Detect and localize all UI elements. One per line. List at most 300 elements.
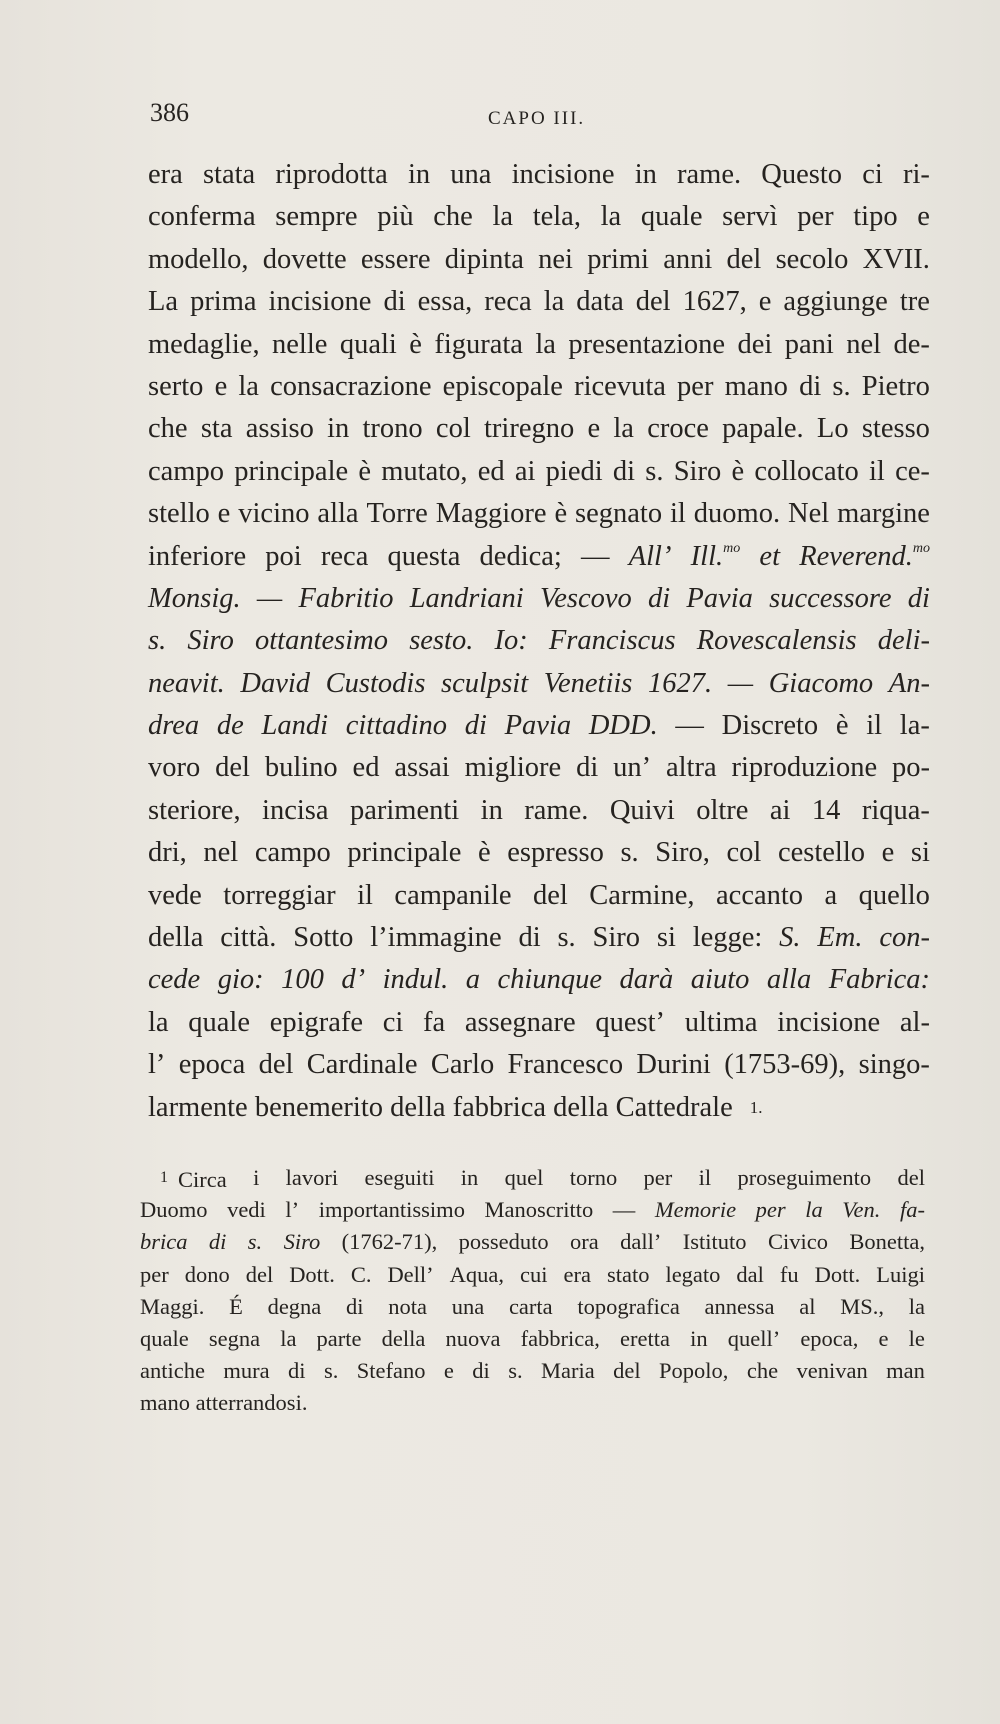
- word: Cardinale: [306, 1049, 418, 1081]
- word: ce-: [895, 455, 930, 487]
- word: XVII.: [862, 243, 930, 275]
- word: carta: [508, 1293, 553, 1319]
- word: di: [346, 1293, 364, 1319]
- word: Duomo: [140, 1197, 208, 1223]
- word: con-: [879, 922, 930, 954]
- word: Discreto: [721, 710, 819, 742]
- word: s.: [620, 837, 639, 869]
- word: è: [731, 455, 745, 487]
- text-line: [148, 1044, 930, 1086]
- text-line: [148, 620, 930, 662]
- word: la: [600, 201, 622, 233]
- word: dri,: [148, 837, 187, 869]
- word: Luigi: [876, 1261, 925, 1287]
- text-line: [148, 196, 930, 238]
- word: la: [280, 1325, 297, 1351]
- word: Dell’: [387, 1261, 434, 1287]
- word: Ven.: [842, 1197, 881, 1223]
- word: Carmine,: [589, 879, 695, 911]
- word: di: [907, 582, 930, 614]
- word: s.: [508, 1358, 523, 1384]
- word: fa: [423, 1006, 446, 1038]
- text-line: [148, 832, 930, 874]
- word: oltre: [696, 794, 749, 826]
- word: darà: [619, 964, 674, 996]
- word: David: [240, 667, 311, 699]
- word: di: [576, 752, 599, 784]
- word: papale.: [722, 413, 804, 445]
- word: Venetiis: [543, 667, 633, 699]
- word: DDD.: [588, 710, 658, 742]
- word: essere: [360, 243, 431, 275]
- word: La: [148, 286, 179, 318]
- word: epoca,: [800, 1325, 859, 1351]
- word: data: [576, 286, 624, 318]
- word: il: [869, 455, 885, 487]
- word: legato: [665, 1261, 721, 1287]
- word: bulino: [264, 752, 338, 784]
- word: Dott.: [289, 1261, 335, 1287]
- footnote-line: [140, 1291, 925, 1323]
- word: l’: [148, 1049, 166, 1081]
- word: Durini: [636, 1049, 711, 1081]
- word: città.: [220, 922, 277, 954]
- word: brica: [140, 1229, 188, 1255]
- word: i: [253, 1165, 260, 1190]
- footnote-line: [140, 1259, 925, 1291]
- word: nel: [846, 328, 882, 360]
- word: Popolo,: [659, 1358, 729, 1384]
- word: triregno: [484, 413, 575, 445]
- word: a: [824, 879, 838, 911]
- word: quell’: [727, 1325, 781, 1351]
- word: sempre: [275, 201, 358, 233]
- text-line: [148, 578, 930, 620]
- text-line: [148, 408, 930, 450]
- word: e: [217, 498, 231, 530]
- word: ci: [382, 1006, 404, 1038]
- word: ultima: [684, 1006, 758, 1038]
- word: di: [383, 286, 406, 318]
- word: quale: [640, 201, 703, 233]
- word: figurata: [434, 328, 523, 360]
- word: incisione: [777, 1006, 881, 1038]
- word: del: [533, 879, 568, 911]
- word: s.: [645, 455, 664, 487]
- word: episcopale: [442, 370, 563, 402]
- word: stello: [148, 498, 210, 530]
- word: primi: [587, 243, 649, 275]
- word: della: [148, 922, 204, 954]
- word: ed: [352, 752, 380, 784]
- text-line: [148, 917, 930, 959]
- word: Monsig.: [148, 582, 241, 614]
- word: nota: [388, 1293, 427, 1319]
- word: Ill.: [690, 540, 724, 572]
- word: Aqua,: [449, 1261, 505, 1287]
- word: segna: [208, 1325, 261, 1351]
- word: e: [443, 1358, 454, 1384]
- text-line: [148, 493, 930, 535]
- word: l’: [285, 1197, 300, 1223]
- word: vicino: [238, 498, 310, 530]
- word: la: [805, 1197, 823, 1223]
- word: s.: [323, 1358, 339, 1384]
- footnote: [140, 1162, 925, 1420]
- word: campo: [148, 455, 224, 487]
- superscript: mo: [912, 540, 930, 556]
- word: fu: [779, 1261, 799, 1287]
- text-line: [148, 451, 930, 493]
- word: accanto: [716, 879, 804, 911]
- word: —: [727, 667, 754, 699]
- word: assiso: [245, 413, 314, 445]
- word: Pavia: [686, 582, 753, 614]
- text-line: [148, 324, 930, 366]
- word: un’: [613, 752, 652, 784]
- word: Em.: [817, 922, 863, 954]
- word: la: [543, 286, 565, 318]
- word: inferiore: [148, 540, 247, 572]
- word: rame.: [677, 159, 742, 190]
- word: Maggi.: [140, 1293, 205, 1319]
- word: Questo: [761, 159, 843, 190]
- word: Siro: [187, 625, 234, 657]
- word: annessa: [704, 1293, 775, 1319]
- word: di: [208, 1229, 227, 1255]
- word: Landi: [261, 710, 329, 742]
- word: Francesco: [507, 1049, 624, 1081]
- word: secolo: [775, 243, 849, 275]
- footnote-marker: 1: [160, 1169, 168, 1186]
- word: Circa: [178, 1167, 227, 1192]
- word: ri-: [902, 159, 930, 190]
- word: torno: [569, 1165, 618, 1190]
- footnote-line: [140, 1387, 925, 1419]
- word: presentazione: [568, 328, 726, 360]
- word: più: [377, 201, 414, 233]
- word-with-superscript: [799, 536, 930, 578]
- word: —: [581, 540, 610, 572]
- word: posseduto: [458, 1229, 549, 1255]
- word: medaglie,: [148, 328, 260, 360]
- word: torreggiar: [223, 879, 336, 911]
- word: riprodotta: [275, 159, 388, 190]
- word: questa: [387, 540, 461, 572]
- word: dal: [736, 1261, 764, 1287]
- word: Siro: [592, 922, 641, 954]
- word: la: [908, 1293, 925, 1319]
- word: eretta: [620, 1325, 670, 1351]
- word: mutato,: [381, 455, 468, 487]
- word: Fabritio: [298, 582, 394, 614]
- word: Dott.: [814, 1261, 861, 1287]
- word: Io:: [494, 625, 528, 657]
- word: topografica: [577, 1293, 680, 1319]
- word: Sotto: [293, 922, 354, 954]
- word: Bonetta,: [849, 1229, 925, 1255]
- word: (1753-69),: [724, 1049, 846, 1081]
- word: steriore,: [148, 794, 241, 826]
- word: C.: [350, 1261, 372, 1287]
- word: che: [433, 201, 473, 233]
- word: è: [554, 498, 568, 530]
- word: altra: [665, 752, 717, 784]
- word: in: [634, 159, 657, 190]
- word: Maria: [541, 1358, 595, 1384]
- word: quale: [140, 1325, 189, 1351]
- word: di: [288, 1358, 306, 1384]
- word: sta: [200, 413, 233, 445]
- word: riqua-: [861, 794, 930, 826]
- word: di: [464, 710, 487, 742]
- word: la: [148, 1006, 169, 1038]
- word: Siro: [673, 455, 722, 487]
- word: dei: [737, 328, 773, 360]
- word: stesso: [861, 413, 930, 445]
- word: stato: [606, 1261, 650, 1287]
- word: si: [910, 837, 930, 869]
- word: e: [214, 370, 228, 402]
- word: vede: [148, 879, 202, 911]
- word: che: [148, 413, 188, 445]
- word: assegnare: [464, 1006, 576, 1038]
- word: della: [381, 1325, 426, 1351]
- word: Pavia: [504, 710, 572, 742]
- word: si: [656, 922, 676, 954]
- word: in: [480, 794, 503, 826]
- word: 100: [281, 964, 324, 996]
- word: sculpsit: [441, 667, 529, 699]
- text-line: [148, 154, 930, 196]
- word: rame.: [524, 794, 589, 826]
- word: la-: [899, 710, 930, 742]
- text-line: [148, 663, 930, 705]
- word: ai: [514, 455, 536, 487]
- word: di: [472, 1358, 490, 1384]
- word: S.: [779, 922, 801, 954]
- word: successore: [769, 582, 892, 614]
- word: e: [881, 837, 895, 869]
- word: duomo.: [693, 498, 781, 530]
- word: stata: [202, 159, 256, 190]
- word: Stefano: [356, 1358, 426, 1384]
- word: dipinta: [444, 243, 524, 275]
- text-line: [148, 239, 930, 281]
- word: del: [613, 1358, 641, 1384]
- word: All’: [628, 540, 672, 572]
- word: singo-: [858, 1049, 930, 1081]
- last-line-text: larmente benemerito della fabbrica della Cattedrale: [148, 1091, 733, 1123]
- text-line: [148, 1087, 930, 1129]
- word: dono: [184, 1261, 230, 1287]
- word: ora: [570, 1229, 599, 1255]
- word: la: [535, 328, 556, 360]
- word: 1627.: [648, 667, 713, 699]
- word: espresso: [507, 837, 604, 869]
- word: sesto.: [409, 625, 474, 657]
- word: Lo: [816, 413, 849, 445]
- word: segnato: [575, 498, 663, 530]
- word: proseguimento: [737, 1165, 872, 1190]
- word: in: [407, 159, 431, 190]
- page-number: 386: [150, 98, 189, 127]
- word: antiche: [140, 1358, 205, 1384]
- word: poi: [265, 540, 302, 572]
- word: riproduzione: [731, 752, 878, 784]
- word: l’immagine: [370, 922, 502, 954]
- word: piedi: [545, 455, 603, 487]
- word: epoca: [178, 1049, 246, 1081]
- word: MS.,: [840, 1293, 884, 1319]
- word: la: [613, 413, 634, 445]
- text-line: [148, 1002, 930, 1044]
- word: nuova: [445, 1325, 501, 1351]
- text-line: [148, 536, 930, 578]
- word: incisione: [268, 286, 372, 318]
- word: Franciscus: [548, 625, 676, 657]
- word: del: [726, 243, 762, 275]
- word: 1627,: [682, 286, 747, 318]
- word: degna: [267, 1293, 322, 1319]
- word: incisione: [511, 159, 615, 190]
- word: assai: [394, 752, 450, 784]
- word: nei: [538, 243, 573, 275]
- word: —: [612, 1197, 636, 1223]
- word: campo: [254, 837, 331, 869]
- word: prima: [190, 286, 257, 318]
- word: epigrafe: [269, 1006, 364, 1038]
- word: trono: [362, 413, 423, 445]
- word: Torre: [366, 498, 428, 530]
- word: a: [465, 964, 481, 996]
- word: quale: [188, 1006, 250, 1038]
- footnote-line: [140, 1355, 925, 1387]
- word: una: [451, 1293, 485, 1319]
- word: importantissimo: [318, 1197, 465, 1223]
- word: conferma: [148, 201, 256, 233]
- word: quello: [858, 879, 930, 911]
- main-text: [148, 154, 930, 1129]
- word: 14: [811, 794, 841, 826]
- word: principale: [347, 837, 462, 869]
- word: è: [835, 710, 849, 742]
- word: eseguiti: [364, 1165, 435, 1190]
- word: Siro,: [655, 837, 710, 869]
- word: Civico: [767, 1229, 828, 1255]
- word: migliore: [464, 752, 562, 784]
- word: alla: [766, 964, 812, 996]
- word: di: [799, 370, 822, 402]
- word: Carlo: [430, 1049, 495, 1081]
- text-line: [148, 875, 930, 917]
- word: è: [409, 328, 422, 360]
- word: quali: [339, 328, 397, 360]
- word: dedica;: [479, 540, 562, 572]
- text-line: [148, 366, 930, 408]
- footnote-line: [140, 1323, 925, 1355]
- word: d’: [341, 964, 366, 996]
- text-line: [148, 790, 930, 832]
- word: consacrazione: [270, 370, 432, 402]
- footnote-line: [140, 1226, 925, 1258]
- word: Rovescalensis: [696, 625, 857, 657]
- word: il: [357, 879, 373, 911]
- footnote-last-line: mano atterrandosi.: [140, 1390, 308, 1416]
- word: modello,: [148, 243, 249, 275]
- word: al: [799, 1293, 816, 1319]
- word: legge:: [692, 922, 763, 954]
- word: quel: [504, 1165, 544, 1190]
- word: del: [258, 1049, 294, 1081]
- word: Manoscritto: [484, 1197, 594, 1223]
- word: nel: [203, 837, 239, 869]
- word: Siro: [283, 1229, 321, 1255]
- word: e: [587, 413, 601, 445]
- word: neavit.: [148, 667, 225, 699]
- word-with-superscript: [691, 536, 741, 578]
- word: Custodis: [325, 667, 426, 699]
- word: il: [670, 498, 686, 530]
- word: che: [746, 1358, 779, 1384]
- word: mura: [223, 1358, 270, 1384]
- word: col: [435, 413, 471, 445]
- word: parimenti: [349, 794, 460, 826]
- word: del: [635, 286, 671, 318]
- word: cede: [148, 964, 201, 996]
- superscript: mo: [723, 540, 741, 556]
- word: gio:: [217, 964, 264, 996]
- word: di: [647, 582, 671, 614]
- word: indul.: [382, 964, 449, 996]
- word: croce: [647, 413, 709, 445]
- word: margine: [837, 498, 930, 530]
- word: per: [797, 201, 834, 233]
- word: Pietro: [861, 370, 930, 402]
- text-line: [148, 705, 930, 747]
- word: anni: [663, 243, 713, 275]
- word: in: [690, 1325, 708, 1351]
- word: e: [917, 201, 930, 233]
- word: Fabrica:: [828, 964, 930, 996]
- word: vedi: [227, 1197, 266, 1223]
- word: la: [238, 370, 259, 402]
- word: dall’: [620, 1229, 662, 1255]
- word: col: [726, 837, 762, 869]
- word: e: [878, 1325, 889, 1351]
- word: po-: [892, 752, 930, 784]
- word: An-: [888, 667, 930, 699]
- word: cestello: [777, 837, 865, 869]
- word: serto: [148, 370, 204, 402]
- word: servì: [722, 201, 778, 233]
- word: pani: [784, 328, 834, 360]
- word: s.: [247, 1229, 263, 1255]
- word: per: [643, 1165, 673, 1190]
- word: la: [492, 201, 514, 233]
- word: principale: [234, 455, 349, 487]
- word: il: [698, 1165, 712, 1190]
- word: mano: [724, 370, 788, 402]
- word: drea: [148, 710, 200, 742]
- word: Maggiore: [435, 498, 547, 530]
- word: alla: [317, 498, 359, 530]
- word: era: [563, 1261, 591, 1287]
- word: s.: [832, 370, 851, 402]
- word: tipo: [853, 201, 898, 233]
- word: cittadino: [345, 710, 448, 742]
- word: per: [755, 1197, 786, 1223]
